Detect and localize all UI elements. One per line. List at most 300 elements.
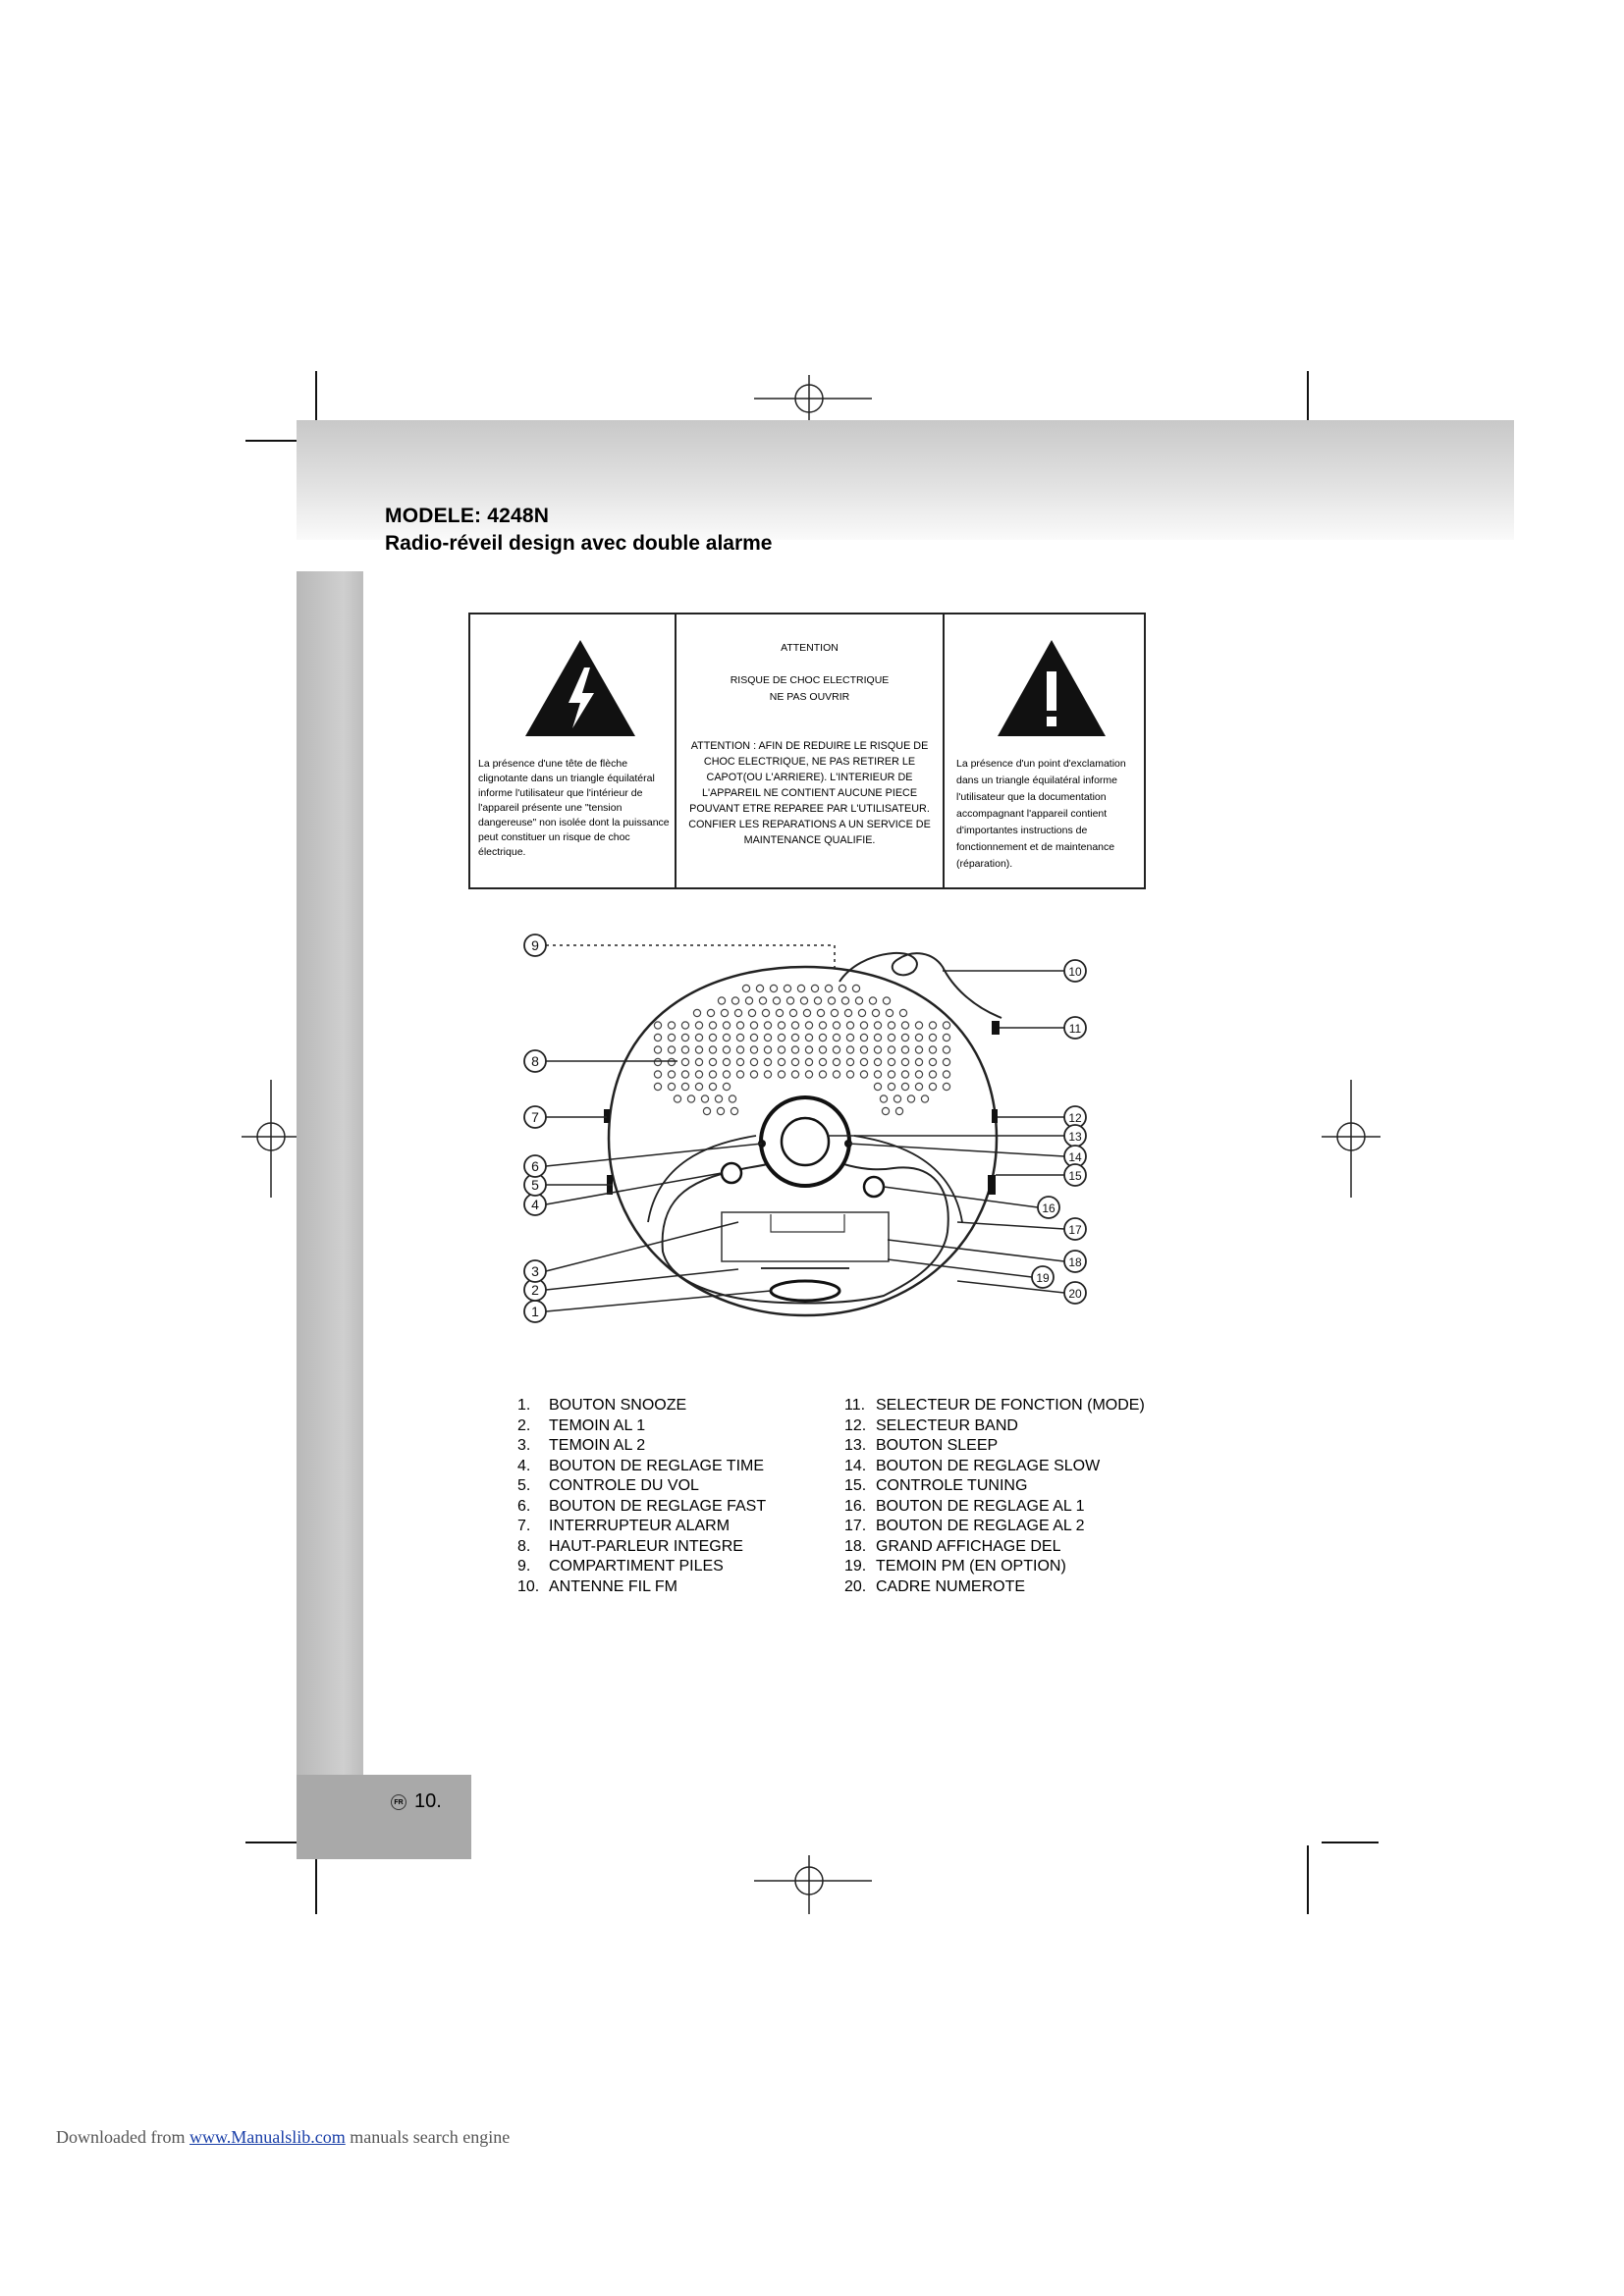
speaker-hole (901, 1058, 908, 1065)
speaker-hole (750, 1022, 757, 1029)
speaker-hole (901, 1046, 908, 1053)
part-number: 9. (517, 1558, 531, 1575)
callout-leader (546, 1269, 738, 1290)
part-number: 4. (517, 1457, 531, 1474)
speaker-hole (750, 1046, 757, 1053)
part-item (844, 1436, 1145, 1457)
speaker-hole (654, 1046, 661, 1053)
download-prefix: Downloaded from (56, 2127, 186, 2147)
registration-mark-bottom (754, 1855, 872, 1914)
callout-7 (524, 1106, 546, 1128)
part-item (517, 1396, 766, 1416)
speaker-hole (819, 1046, 826, 1053)
speaker-hole (943, 1071, 949, 1078)
callout-19 (1032, 1266, 1054, 1288)
speaker-hole (736, 1022, 743, 1029)
speaker-hole (800, 997, 807, 1004)
callout-label: 20 (1068, 1287, 1082, 1301)
speaker-hole (695, 1022, 702, 1029)
callout-label: 10 (1068, 965, 1082, 979)
speaker-hole (709, 1022, 716, 1029)
callout-label: 12 (1068, 1111, 1082, 1125)
part-number: 15. (844, 1477, 867, 1494)
part-item (517, 1457, 766, 1477)
part-item (517, 1476, 766, 1497)
callout-label: 9 (531, 937, 539, 953)
callout-leader (546, 1222, 738, 1271)
speaker-hole (681, 1046, 688, 1053)
part-label: CADRE NUMEROTE (876, 1577, 1026, 1595)
warning-left-panel (470, 614, 677, 887)
speaker-hole (723, 1022, 730, 1029)
crop-mark (245, 1842, 302, 1843)
part-number: 6. (517, 1497, 531, 1515)
speaker-hole (731, 997, 738, 1004)
callout-label: 15 (1068, 1169, 1082, 1183)
speaker-hole (778, 1034, 785, 1041)
speaker-hole (915, 1071, 922, 1078)
speaker-hole (764, 1071, 771, 1078)
part-item (517, 1436, 766, 1457)
speaker-hole (874, 1058, 881, 1065)
attention-title: ATTENTION (781, 642, 839, 654)
crop-mark (1322, 1842, 1379, 1843)
speaker-hole (695, 1034, 702, 1041)
speaker-hole (791, 1071, 798, 1078)
part-label: BOUTON DE REGLAGE TIME (549, 1457, 765, 1474)
speaker-hole (723, 1083, 730, 1090)
speaker-hole (745, 997, 752, 1004)
speaker-hole (888, 1058, 894, 1065)
part-item (844, 1476, 1145, 1497)
speaker-hole (899, 1009, 906, 1016)
speaker-hole (695, 1083, 702, 1090)
speaker-hole (674, 1095, 680, 1102)
speaker-hole (668, 1083, 675, 1090)
speaker-hole (943, 1058, 949, 1065)
speaker-hole (805, 1022, 812, 1029)
speaker-hole (731, 1107, 737, 1114)
speaker-hole (762, 1009, 769, 1016)
part-item (844, 1577, 1145, 1598)
speaker-hole (915, 1058, 922, 1065)
callout-leader (888, 1259, 1032, 1277)
footer-band (297, 1775, 471, 1859)
speaker-hole (943, 1046, 949, 1053)
callout-17 (1064, 1218, 1086, 1240)
callout-4 (524, 1194, 546, 1215)
callout-label: 16 (1042, 1201, 1056, 1215)
part-item (844, 1396, 1145, 1416)
callout-18 (1064, 1251, 1086, 1272)
speaker-hole (778, 1046, 785, 1053)
speaker-hole (888, 1034, 894, 1041)
speaker-hole (860, 1034, 867, 1041)
speaker-hole (855, 997, 862, 1004)
part-item (517, 1537, 766, 1558)
speaker-hole (681, 1083, 688, 1090)
part-number: 20. (844, 1577, 867, 1595)
speaker-hole (915, 1046, 922, 1053)
callout-label: 7 (531, 1109, 539, 1125)
part-label: BOUTON SNOOZE (549, 1397, 687, 1414)
part-number: 3. (517, 1437, 531, 1454)
registration-mark-right (1322, 1080, 1380, 1198)
speaker-hole (770, 985, 777, 991)
callout-leader (884, 1187, 1038, 1207)
speaker-hole (756, 985, 763, 991)
speaker-hole (668, 1034, 675, 1041)
speaker-hole (929, 1022, 936, 1029)
speaker-hole (839, 985, 845, 991)
callout-8 (524, 1050, 546, 1072)
speaker-hole (901, 1083, 908, 1090)
part-number: 10. (517, 1577, 540, 1595)
speaker-hole (805, 1071, 812, 1078)
callout-leader (546, 1173, 722, 1204)
speaker-hole (886, 1009, 893, 1016)
speaker-hole (681, 1034, 688, 1041)
speaker-hole (805, 1058, 812, 1065)
part-item (517, 1416, 766, 1437)
part-label: BOUTON DE REGLAGE FAST (549, 1497, 767, 1515)
speaker-hole (786, 997, 793, 1004)
callout-label: 6 (531, 1158, 539, 1174)
part-item (517, 1517, 766, 1537)
speaker-hole (874, 1022, 881, 1029)
speaker-hole (734, 1009, 741, 1016)
callout-label: 13 (1068, 1130, 1082, 1144)
speaker-hole (860, 1058, 867, 1065)
speaker-hole (929, 1058, 936, 1065)
callout-label: 19 (1036, 1271, 1050, 1285)
speaker-hole (791, 1058, 798, 1065)
callout-label: 17 (1068, 1223, 1082, 1237)
speaker-hole (882, 1107, 889, 1114)
part-number: 5. (517, 1477, 531, 1494)
speaker-hole (943, 1034, 949, 1041)
attention-body: ATTENTION : AFIN DE REDUIRE LE RISQUE DE CHOC ELECTRIQUE, NE PAS RETIRER LE CAPOT(OU L'ARRIERE). L'INTERIEUR DE L'APPAREIL NE CONTIENT AUCUNE PIECE POUVANT ETRE REPAREE PAR L'UTILISATEUR. CONFIER LES REPARATIONS A UN SERVICE DE MAINTENANCE QUALIFIE. (688, 740, 931, 846)
part-label: CONTROLE DU VOL (549, 1477, 699, 1494)
registration-mark-left (242, 1080, 300, 1198)
side-band (297, 571, 363, 1775)
speaker-hole (701, 1095, 708, 1102)
speaker-hole (833, 1034, 839, 1041)
speaker-hole (888, 1083, 894, 1090)
speaker-hole (888, 1022, 894, 1029)
part-item (517, 1557, 766, 1577)
part-label: TEMOIN PM (EN OPTION) (876, 1558, 1066, 1575)
speaker-hole (723, 1034, 730, 1041)
speaker-hole (723, 1046, 730, 1053)
speaker-hole (736, 1034, 743, 1041)
speaker-hole (764, 1058, 771, 1065)
callout-6 (524, 1155, 546, 1177)
callout-9 (524, 934, 546, 956)
callout-leader (848, 1144, 1064, 1156)
speaker-hole (709, 1071, 716, 1078)
speaker-hole (901, 1071, 908, 1078)
callout-leader (546, 1291, 771, 1311)
callout-13 (1064, 1125, 1086, 1147)
speaker-hole (718, 997, 725, 1004)
speaker-hole (921, 1095, 928, 1102)
speaker-hole (764, 1034, 771, 1041)
part-number: 18. (844, 1537, 867, 1555)
speaker-hole (723, 1058, 730, 1065)
speaker-hole (929, 1046, 936, 1053)
speaker-hole (929, 1071, 936, 1078)
speaker-hole (736, 1058, 743, 1065)
speaker-hole (874, 1083, 881, 1090)
speaker-hole (778, 1022, 785, 1029)
callout-label: 1 (531, 1304, 539, 1319)
speaker-hole (687, 1095, 694, 1102)
part-label: INTERRUPTEUR ALARM (549, 1518, 731, 1534)
speaker-hole (805, 1046, 812, 1053)
speaker-hole (880, 1095, 887, 1102)
speaker-hole (833, 1046, 839, 1053)
speaker-hole (750, 1071, 757, 1078)
speaker-hole (833, 1022, 839, 1029)
speaker-hole (819, 1071, 826, 1078)
speaker-hole (703, 1107, 710, 1114)
speaker-hole (811, 985, 818, 991)
download-suffix: manuals search engine (350, 2127, 511, 2147)
attention-no-open: NE PAS OUVRIR (769, 691, 850, 703)
speaker-hole (773, 997, 780, 1004)
part-label: ANTENNE FIL FM (549, 1577, 677, 1595)
part-label: TEMOIN AL 1 (549, 1416, 646, 1434)
speaker-hole (883, 997, 890, 1004)
speaker-hole (784, 985, 790, 991)
part-number: 7. (517, 1518, 531, 1534)
part-label: BOUTON SLEEP (876, 1437, 999, 1454)
page-number: 10. (414, 1790, 442, 1812)
parts-list-left (517, 1396, 766, 1597)
clock-radio-diagram (511, 928, 1100, 1340)
speaker-hole (709, 1046, 716, 1053)
part-item (517, 1497, 766, 1518)
speaker-hole (778, 1071, 785, 1078)
part-label: GRAND AFFICHAGE DEL (876, 1537, 1061, 1555)
parts-list-right (844, 1396, 1145, 1597)
speaker-hole (709, 1083, 716, 1090)
part-number: 12. (844, 1416, 867, 1434)
part-label: CONTROLE TUNING (876, 1477, 1028, 1494)
part-number: 2. (517, 1416, 531, 1434)
speaker-hole (874, 1046, 881, 1053)
warning-right-text: La présence d'un point d'exclamation dans un triangle équilatéral informe l'utilisateur que la documentation accompagnant l'appareil contient d'importantes instructions de fonctionnement et de maintenance (réparation). (956, 758, 1126, 870)
callout-1 (524, 1301, 546, 1322)
speaker-hole (748, 1009, 755, 1016)
part-label: COMPARTIMENT PILES (549, 1558, 724, 1575)
speaker-hole (819, 1022, 826, 1029)
speaker-hole (736, 1046, 743, 1053)
speaker-hole (654, 1022, 661, 1029)
speaker-hole (695, 1071, 702, 1078)
speaker-hole (915, 1083, 922, 1090)
speaker-hole (860, 1046, 867, 1053)
callout-leader (888, 1240, 1064, 1261)
speaker-hole (759, 997, 766, 1004)
speaker-hole (860, 1071, 867, 1078)
speaker-hole (729, 1095, 735, 1102)
speaker-hole (681, 1022, 688, 1029)
part-item (844, 1457, 1145, 1477)
speaker-hole (846, 1046, 853, 1053)
speaker-hole (825, 985, 832, 991)
speaker-hole (654, 1034, 661, 1041)
speaker-hole (858, 1009, 865, 1016)
part-label: BOUTON DE REGLAGE SLOW (876, 1457, 1101, 1474)
model-title: MODELE: 4248N (385, 505, 550, 527)
exclamation-warning-icon (996, 638, 1108, 738)
manualslib-link[interactable]: www.Manualslib.com (189, 2127, 346, 2147)
speaker-hole (723, 1071, 730, 1078)
part-number: 1. (517, 1397, 531, 1414)
speaker-hole (846, 1022, 853, 1029)
speaker-hole (888, 1071, 894, 1078)
speaker-hole (778, 1058, 785, 1065)
speaker-hole (654, 1058, 661, 1065)
speaker-hole (791, 1046, 798, 1053)
part-item (844, 1537, 1145, 1558)
speaker-hole (943, 1083, 949, 1090)
callout-label: 3 (531, 1263, 539, 1279)
speaker-hole (654, 1071, 661, 1078)
part-number: 17. (844, 1518, 867, 1534)
part-label: BOUTON DE REGLAGE AL 2 (876, 1518, 1085, 1534)
speaker-hole (681, 1071, 688, 1078)
speaker-hole (803, 1009, 810, 1016)
part-item (844, 1416, 1145, 1437)
attention-risk: RISQUE DE CHOC ELECTRIQUE (730, 674, 890, 686)
speaker-hole (717, 1107, 724, 1114)
speaker-hole (750, 1058, 757, 1065)
speaker-hole (681, 1058, 688, 1065)
speaker-hole (852, 985, 859, 991)
callout-label: 14 (1068, 1150, 1082, 1164)
speaker-hole (841, 997, 848, 1004)
speaker-hole (742, 985, 749, 991)
speaker-hole (915, 1034, 922, 1041)
speaker-hole (833, 1071, 839, 1078)
speaker-hole (707, 1009, 714, 1016)
callout-16 (1038, 1197, 1059, 1218)
speaker-hole (776, 1009, 783, 1016)
download-note (56, 2127, 510, 2148)
callout-20 (1064, 1282, 1086, 1304)
warning-middle-panel (677, 614, 945, 887)
speaker-hole (915, 1022, 922, 1029)
speaker-hole (874, 1034, 881, 1041)
callout-label: 8 (531, 1053, 539, 1069)
speaker-hole (797, 985, 804, 991)
callout-label: 2 (531, 1282, 539, 1298)
speaker-hole (695, 1058, 702, 1065)
callout-label: 4 (531, 1197, 539, 1212)
speaker-hole (895, 1107, 902, 1114)
speaker-hole (789, 1009, 796, 1016)
part-number: 11. (844, 1397, 866, 1414)
part-label: SELECTEUR BAND (876, 1416, 1018, 1434)
speaker-hole (874, 1071, 881, 1078)
language-badge: FR (391, 1794, 406, 1810)
speaker-hole (907, 1095, 914, 1102)
speaker-hole (869, 997, 876, 1004)
safety-warning-box (468, 613, 1146, 889)
speaker-hole (846, 1058, 853, 1065)
speaker-hole (693, 1009, 700, 1016)
callout-11 (1064, 1017, 1086, 1039)
speaker-hole (819, 1058, 826, 1065)
callout-label: 18 (1068, 1255, 1082, 1269)
speaker-hole (819, 1034, 826, 1041)
part-number: 13. (844, 1437, 867, 1454)
callout-15 (1064, 1164, 1086, 1186)
speaker-hole (943, 1022, 949, 1029)
speaker-hole (764, 1046, 771, 1053)
speaker-hole (805, 1034, 812, 1041)
speaker-hole (831, 1009, 838, 1016)
speaker-hole (721, 1009, 728, 1016)
speaker-hole (668, 1071, 675, 1078)
speaker-hole (654, 1083, 661, 1090)
crop-mark (1307, 1845, 1309, 1914)
speaker-hole (846, 1071, 853, 1078)
model-subtitle: Radio-réveil design avec double alarme (385, 532, 773, 555)
speaker-hole (715, 1095, 722, 1102)
part-item (844, 1557, 1145, 1577)
crop-mark (245, 440, 302, 442)
part-number: 19. (844, 1558, 867, 1575)
speaker-hole (846, 1034, 853, 1041)
part-label: HAUT-PARLEUR INTEGRE (549, 1537, 743, 1555)
speaker-hole (844, 1009, 851, 1016)
speaker-hole (929, 1034, 936, 1041)
speaker-hole (791, 1022, 798, 1029)
part-item (844, 1497, 1145, 1518)
speaker-hole (709, 1058, 716, 1065)
speaker-hole (860, 1022, 867, 1029)
callout-10 (1064, 960, 1086, 982)
part-label: TEMOIN AL 2 (549, 1437, 646, 1454)
warning-right-panel (945, 614, 1144, 887)
speaker-hole (764, 1022, 771, 1029)
callout-3 (524, 1260, 546, 1282)
speaker-hole (817, 1009, 824, 1016)
speaker-hole (929, 1083, 936, 1090)
part-label: SELECTEUR DE FONCTION (MODE) (876, 1397, 1145, 1414)
speaker-hole (888, 1046, 894, 1053)
warning-left-text: La présence d'une tête de flèche clignotante dans un triangle équilatéral informe l'utilisateur que l'intérieur de l'appareil présente une "tension dangereuse" non isolée dont la puissance peut constituer un risque de choc électrique. (478, 758, 670, 858)
speaker-hole (828, 997, 835, 1004)
part-item (517, 1577, 766, 1598)
speaker-hole (668, 1022, 675, 1029)
lightning-warning-icon (523, 638, 637, 738)
part-label: BOUTON DE REGLAGE AL 1 (876, 1497, 1085, 1515)
part-number: 14. (844, 1457, 867, 1474)
speaker-hole (791, 1034, 798, 1041)
callout-label: 5 (531, 1177, 539, 1193)
speaker-hole (736, 1071, 743, 1078)
part-number: 8. (517, 1537, 531, 1555)
part-number: 16. (844, 1497, 867, 1515)
callout-label: 11 (1068, 1022, 1082, 1036)
speaker-hole (814, 997, 821, 1004)
speaker-hole (872, 1009, 879, 1016)
